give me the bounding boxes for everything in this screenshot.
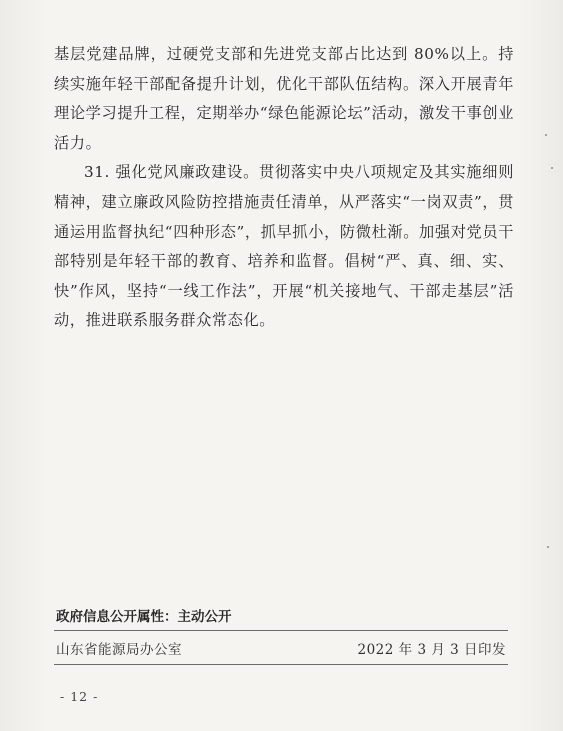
body-paragraph-2: 31. 强化党风廉政建设。贯彻落实中央八项规定及其实施细则精神，建立廉政风险防控措施责任清单，从严落实“一岗双责”，贯通运用监督执纪“四种形态”，抓早抓小，防微杜渐。加强对党员干部特别是年轻干部的教育、培养和监督。倡树“严、真、细、实、快”作风，坚持“一线工作法”，开展“机关接地气、干部走基层”活动，推进联系服务群众常态化。 [54,163,514,330]
issue-row [54,631,508,665]
scan-speck [551,167,553,169]
document-body [54,40,514,336]
body-paragraph-1: 基层党建品牌，过硬党支部和先进党支部占比达到 80%以上。持续实施年轻干部配备提升计划，优化干部队伍结构。深入开展青年理论学习提升工程，定期举办“绿色能源论坛”活动，激发干事创业活力。 [54,45,514,152]
disclosure-attribute: 政府信息公开属性：主动公开 [54,605,508,631]
scan-speck [547,546,549,548]
issuer-name: 山东省能源局办公室 [56,642,182,658]
scan-speck [545,134,547,136]
issue-date: 2022 年 3 月 3 日印发 [357,642,506,658]
page-number: - 12 - [60,689,99,704]
document-footer [54,605,508,665]
